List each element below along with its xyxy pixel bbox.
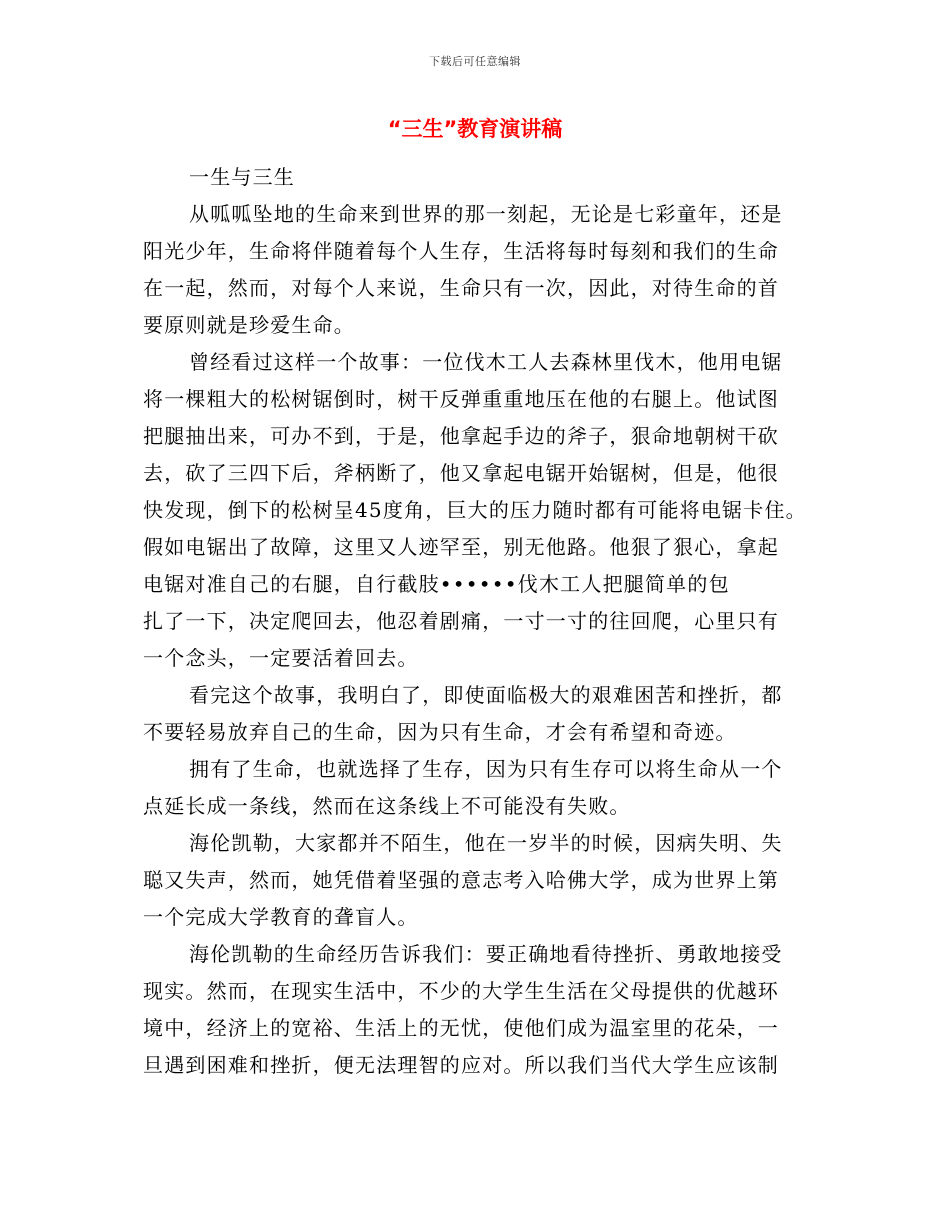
body-line: 在一起，然而，对每个人来说，生命只有一次，因此，对待生命的首: [143, 276, 779, 300]
body-line: 一个念头，一定要活着回去。: [143, 646, 419, 670]
body-line: 旦遇到困难和挫折，便无法理智的应对。所以我们当代大学生应该制: [143, 1053, 779, 1077]
body-line: 电锯对准自己的右腿，自行截肢••••••伐木工人把腿简单的包: [143, 572, 730, 596]
body-line: 看完这个故事，我明白了，即使面临极大的艰难困苦和挫折，都: [189, 683, 783, 707]
body-line: 点延长成一条线，然而在这条线上不可能没有失败。: [143, 794, 631, 818]
header-note: 下载后可任意编辑: [429, 55, 521, 68]
body-line: 快发现，倒下的松树呈45度角，巨大的压力随时都有可能将电锯卡住。: [143, 498, 807, 522]
body-line: 境中，经济上的宽裕、生活上的无忧，使他们成为温室里的花朵，一: [143, 1016, 779, 1040]
body-line: 扎了一下，决定爬回去，他忍着剧痛，一寸一寸的往回爬，心里只有: [143, 609, 779, 633]
body-line: 把腿抽出来，可办不到，于是，他拿起手边的斧子，狠命地朝树干砍: [143, 424, 779, 448]
body-line: 一个完成大学教育的聋盲人。: [143, 905, 419, 929]
body-line: 聪又失声，然而，她凭借着坚强的意志考入哈佛大学，成为世界上第: [143, 868, 779, 892]
body-line: 曾经看过这样一个故事：一位伐木工人去森林里伐木，他用电锯: [189, 350, 783, 374]
document-title: “三生”教育演讲稿: [387, 117, 563, 141]
body-line: 从呱呱坠地的生命来到世界的那一刻起，无论是七彩童年，还是: [189, 202, 783, 226]
body-line: 海伦凯勒，大家都并不陌生，他在一岁半的时候，因病失明、失: [189, 831, 783, 855]
body-line: 现实。然而，在现实生活中，不少的大学生生活在父母提供的优越环: [143, 979, 779, 1003]
document-body: [143, 159, 823, 1084]
body-line: 去，砍了三四下后，斧柄断了，他又拿起电锯开始锯树，但是，他很: [143, 461, 779, 485]
body-line: 要原则就是珍爱生命。: [143, 313, 355, 337]
body-line: 假如电锯出了故障，这里又人迹罕至，别无他路。他狠了狠心，拿起: [143, 535, 779, 559]
body-line: 不要轻易放弃自己的生命，因为只有生命，才会有希望和奇迹。: [143, 720, 737, 744]
body-line: 一生与三生: [189, 165, 295, 189]
body-line: 将一棵粗大的松树锯倒时，树干反弹重重地压在他的右腿上。他试图: [143, 387, 779, 411]
body-line: 拥有了生命，也就选择了生存，因为只有生存可以将生命从一个: [189, 757, 783, 781]
body-line: 海伦凯勒的生命经历告诉我们：要正确地看待挫折、勇敢地接受: [189, 942, 783, 966]
body-line: 阳光少年，生命将伴随着每个人生存，生活将每时每刻和我们的生命: [143, 239, 779, 263]
